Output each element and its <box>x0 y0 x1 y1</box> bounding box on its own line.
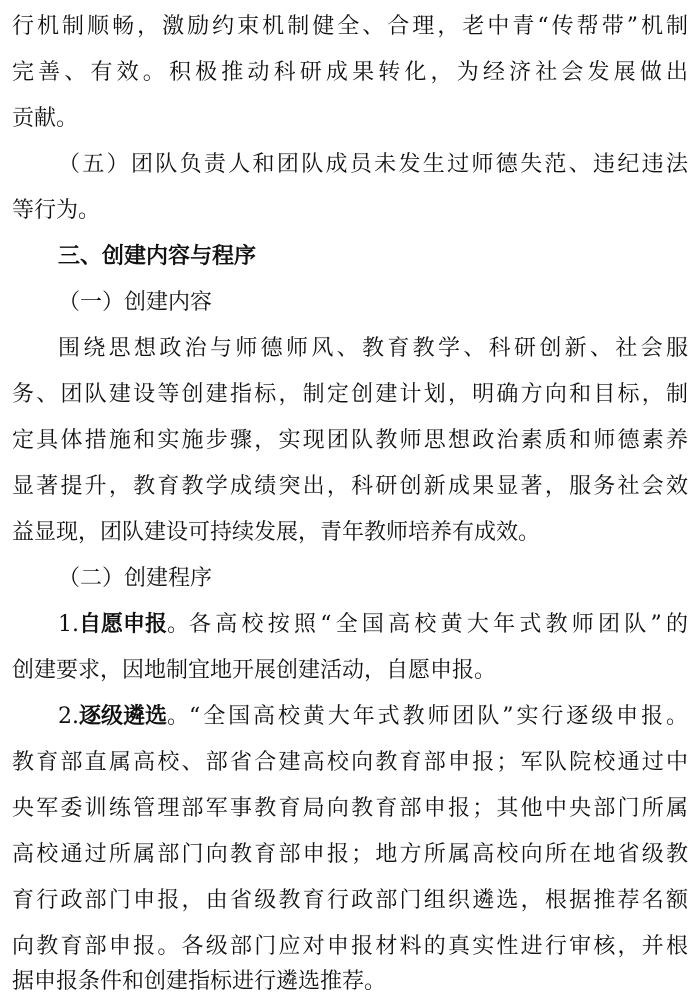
item-title: 自愿申报 <box>79 612 168 637</box>
item-separator: 。 <box>167 612 190 637</box>
paragraph-line: 据申报条件和创建指标进行遴选推荐。 <box>12 969 387 994</box>
subsection-heading: （一）创建内容 <box>58 290 213 315</box>
paragraph-line: 围绕思想政治与师德师风、教育教学、科研创新、社会服 <box>58 336 688 361</box>
item-2-line <box>58 694 688 740</box>
paragraph-line: 等行为。 <box>12 198 101 223</box>
paragraph-line: 务、团队建设等创建指标，制定创建计划，明确方向和目标，制 <box>12 382 688 407</box>
item-number: 2. <box>58 704 79 729</box>
paragraph-line: 贡献。 <box>12 106 79 131</box>
paragraph-line: 向教育部申报。各级部门应对申报材料的真实性进行审核，并根 <box>12 934 688 959</box>
paragraph-line: （五）团队负责人和团队成员未发生过师德失范、违纪违法 <box>58 152 688 177</box>
section-heading: 三、创建内容与程序 <box>58 244 257 269</box>
item-text: “全国高校黄大年式教师团队”实行逐级申报。 <box>189 704 688 729</box>
paragraph-line: 育行政部门申报，由省级教育行政部门组织遴选，根据推荐名额 <box>12 888 688 913</box>
item-title: 逐级遴选 <box>79 704 168 729</box>
item-text: 各高校按照“全国高校黄大年式教师团队”的 <box>189 612 688 637</box>
item-1-line <box>58 602 688 648</box>
paragraph-line: 行机制顺畅，激励约束机制健全、合理，老中青“传帮带”机制 <box>12 14 688 39</box>
paragraph-line: 定具体措施和实施步骤，实现团队教师思想政治素质和师德素养 <box>12 428 688 453</box>
subsection-heading: （二）创建程序 <box>58 566 213 591</box>
item-separator: 。 <box>167 704 190 729</box>
paragraph-line: 央军委训练管理部军事教育局向教育部申报；其他中央部门所属 <box>12 796 688 821</box>
paragraph-line: 完善、有效。积极推动科研成果转化，为经济社会发展做出 <box>12 60 688 85</box>
item-number: 1. <box>58 612 79 637</box>
paragraph-line: 创建要求，因地制宜地开展创建活动，自愿申报。 <box>12 658 497 683</box>
paragraph-line: 教育部直属高校、部省合建高校向教育部申报；军队院校通过中 <box>12 750 688 775</box>
paragraph-line: 显著提升，教育教学成绩突出，科研创新成果显著，服务社会效 <box>12 474 688 499</box>
paragraph-line: 高校通过所属部门向教育部申报；地方所属高校向所在地省级教 <box>12 842 688 867</box>
paragraph-line: 益显现，团队建设可持续发展，青年教师培养有成效。 <box>12 520 541 545</box>
